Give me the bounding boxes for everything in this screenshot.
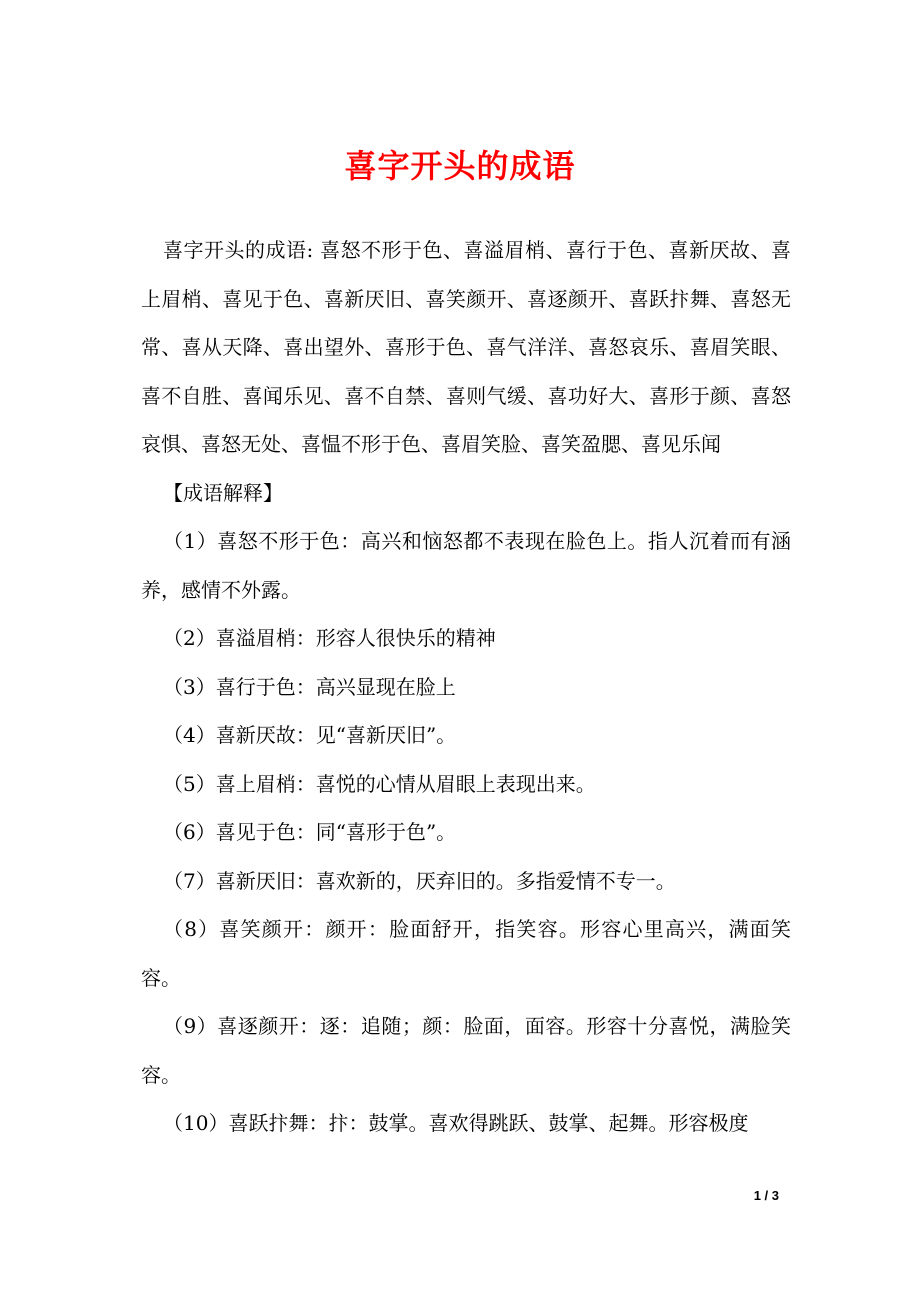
idiom-entry: （4）喜新厌故：见“喜新厌旧”。 xyxy=(163,723,457,747)
idiom-entry: （3）喜行于色：高兴显现在脸上 xyxy=(163,674,456,699)
idiom-entry: （1）喜怒不形于色：高兴和恼怒都不表现在脸色上。指人沉着而有涵养，感情不外露。 xyxy=(141,529,791,602)
document-body xyxy=(141,226,791,1148)
idiom-entry: （9）喜逐颜开：逐：追随；颜：脸面，面容。形容十分喜悦，满脸笑容。 xyxy=(141,1014,791,1087)
section-heading: 【成语解释】 xyxy=(163,480,283,505)
document-title: 喜字开头的成语 xyxy=(344,147,576,185)
intro-paragraph: 喜字开头的成语: 喜怒不形于色、喜溢眉梢、喜行于色、喜新厌故、喜上眉梢、喜见于色、喜新厌旧、喜笑颜开、喜逐颜开、喜跃抃舞、喜怒无常、喜从天降、喜出望外、喜形于色、喜气洋洋、喜怒哀乐、喜眉笑眼、喜不自胜、喜闻乐见、喜不自禁、喜则气缓、喜功好大、喜形于颜、喜怒哀惧、喜怒无处、喜愠不形于色、喜眉笑脸、喜笑盈腮、喜见乐闻 xyxy=(141,238,791,456)
idiom-entry: （8）喜笑颜开：颜开：脸面舒开，指笑容。形容心里高兴，满面笑容。 xyxy=(141,917,791,990)
idiom-entry: （2）喜溢眉梢：形容人很快乐的精神 xyxy=(163,626,496,650)
idiom-entry: （5）喜上眉梢：喜悦的心情从眉眼上表现出来。 xyxy=(163,771,596,796)
idiom-entry: （6）喜见于色：同“喜形于色”。 xyxy=(163,820,457,844)
idiom-entry: （7）喜新厌旧：喜欢新的，厌弃旧的。多指爱情不专一。 xyxy=(163,868,676,893)
idiom-entry: （10）喜跃抃舞：抃：鼓掌。喜欢得跳跃、鼓掌、起舞。形容极度 xyxy=(163,1111,749,1135)
page-number: 1 / 3 xyxy=(753,1188,779,1203)
